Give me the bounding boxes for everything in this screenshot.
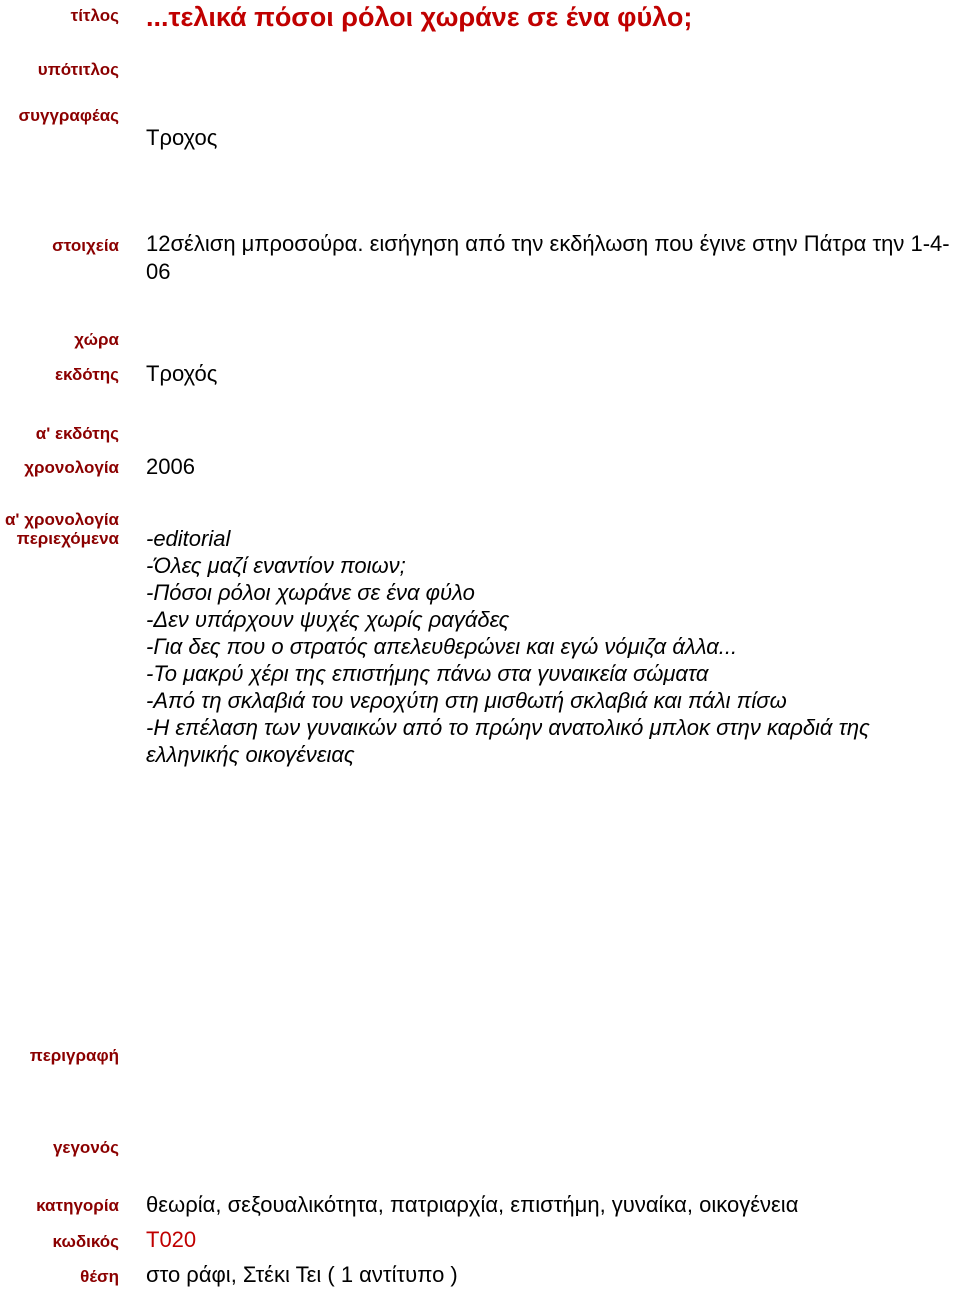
contents-item: -Το μακρύ χέρι της επιστήμης πάνω στα γυναικεία σώματα	[146, 661, 709, 686]
label-first-publisher: α' εκδότης	[35, 424, 119, 443]
contents-item: -Όλες μαζί εναντίον ποιων;	[146, 553, 406, 578]
contents-item: -editorial	[146, 526, 231, 551]
label-event: γεγονός	[52, 1138, 119, 1157]
author-value: Τροχος	[146, 125, 218, 150]
label-title: τίτλος	[70, 6, 119, 25]
title-value: ...τελικά πόσοι ρόλοι χωράνε σε ένα φύλο;	[146, 2, 693, 32]
category-value: θεωρία, σεξουαλικότητα, πατριαρχία, επιστήμη, γυναίκα, οικογένεια	[146, 1192, 799, 1217]
code-value: Τ020	[146, 1227, 197, 1252]
label-author: συγγραφέας	[18, 106, 119, 125]
label-code: κωδικός	[52, 1232, 119, 1251]
contents-item: ελληνικής οικογένειας	[146, 742, 355, 767]
contents-item: -Από τη σκλαβιά του νεροχύτη στη μισθωτή σκλαβιά και πάλι πίσω	[146, 688, 787, 713]
contents-item: -Η επέλαση των γυναικών από το πρώην ανατολικό μπλοκ στην καρδιά της	[146, 715, 870, 740]
publisher-value: Τροχός	[146, 361, 218, 386]
label-category: κατηγορία	[36, 1196, 119, 1215]
label-first-date: α' χρονολογία	[4, 510, 119, 529]
contents-item: -Δεν υπάρχουν ψυχές χωρίς ραγάδες	[146, 607, 510, 632]
label-contents: περιεχόμενα	[16, 529, 119, 548]
label-country: χώρα	[74, 330, 119, 349]
label-details: στοιχεία	[52, 236, 119, 255]
label-date: χρονολογία	[24, 458, 119, 477]
label-description: περιγραφή	[29, 1046, 119, 1065]
contents-item: -Πόσοι ρόλοι χωράνε σε ένα φύλο	[146, 580, 475, 605]
location-value: στο ράφι, Στέκι Τει ( 1 αντίτυπο )	[146, 1262, 458, 1287]
label-location: θέση	[80, 1267, 119, 1286]
contents-list	[146, 525, 870, 768]
label-publisher: εκδότης	[54, 365, 119, 384]
contents-item: -Για δες που ο στρατός απελευθερώνει και εγώ νόμιζα άλλα...	[146, 634, 738, 659]
date-value: 2006	[146, 454, 195, 479]
details-value: 12σέλιση μπροσούρα. εισήγηση από την εκδήλωση που έγινε στην Πάτρα την 1-4-06	[146, 231, 950, 284]
label-subtitle: υπότιτλος	[37, 60, 119, 79]
